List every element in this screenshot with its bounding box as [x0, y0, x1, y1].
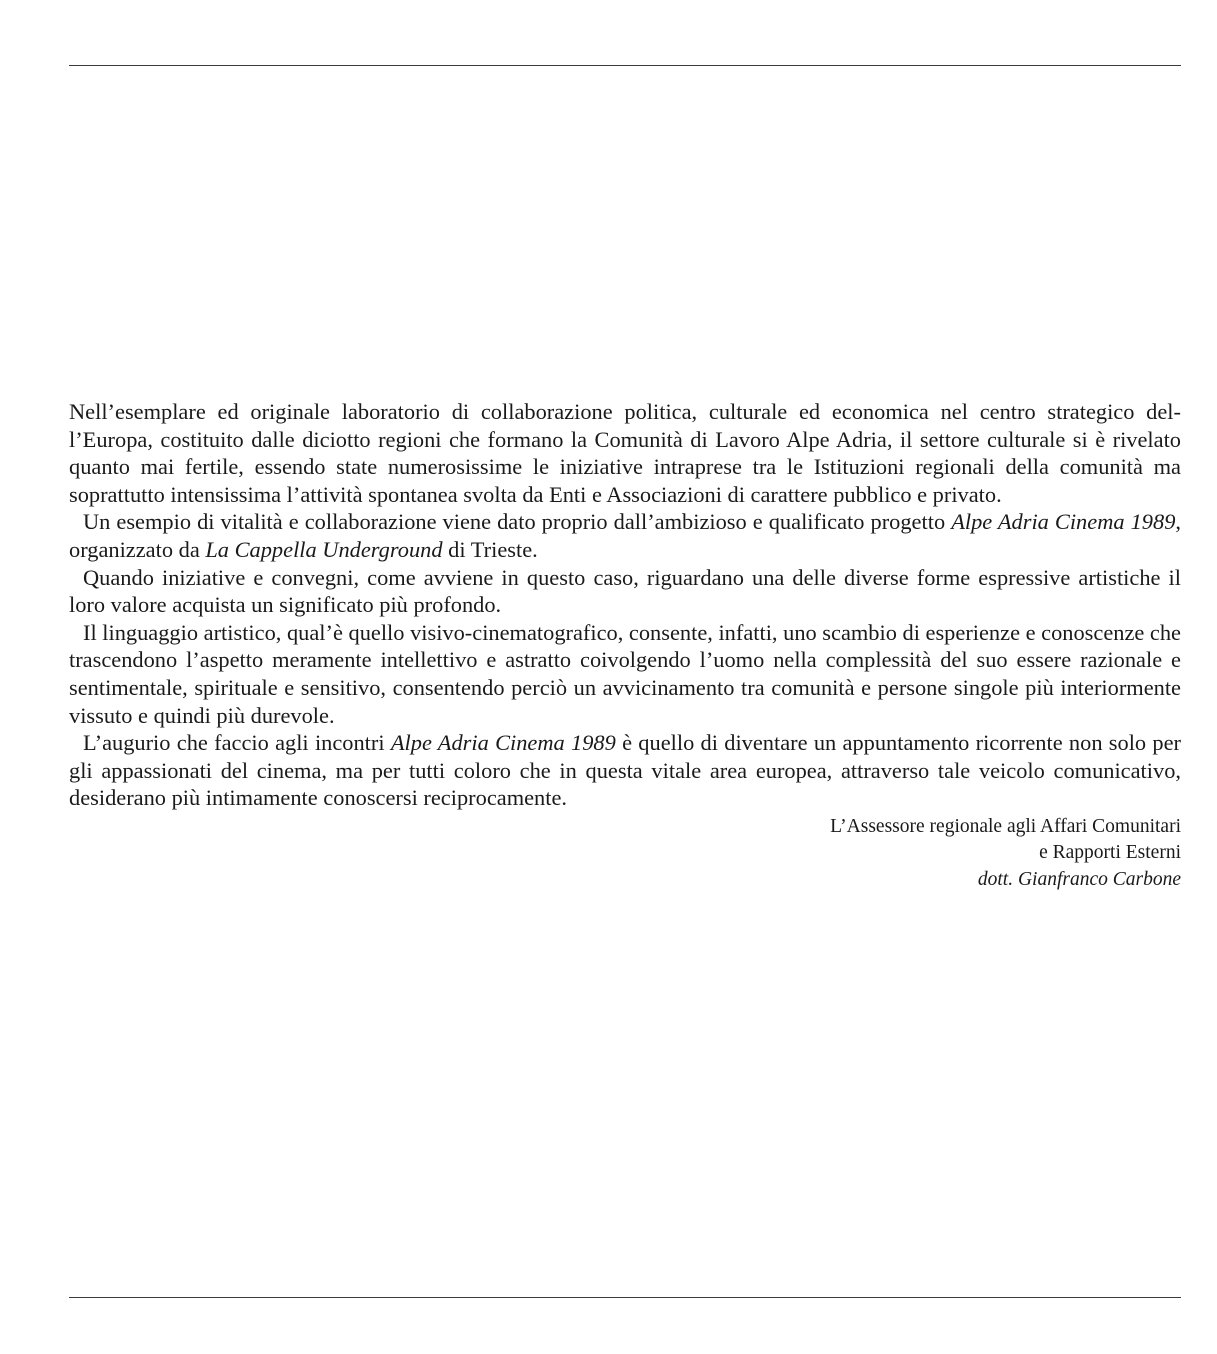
text-segment: di Trieste. [442, 536, 538, 562]
paragraph [69, 564, 1181, 619]
top-divider [69, 65, 1181, 66]
italic-title: La Cappella Underground [205, 536, 443, 562]
letter-body [69, 398, 1181, 893]
text-segment: Il linguaggio artistico, qual’è quello visivo-cinematografico, consente, infatti, uno scambio di esperienze e conoscenze che trascendono l’aspetto meramente intellettivo e astratto coivolgendo l’uomo nella complessità del suo essere razionale e sentimentale, spirituale e sensitivo, consentendo perciò un avvicinamento tra comunità e persone singole più interiormente vissuto e quindi più durevole. [69, 619, 1181, 728]
text-segment: Nell’esemplare ed originale laboratorio di collaborazione politica, culturale ed economica nel centro strategico del-l’Europa, costituito dalle diciotto regioni che formano la Comunità di Lavoro Alpe Adria, il settore culturale si è rivelato quanto mai fertile, essendo state numerosissime le iniziative intraprese tra le Istituzioni regionali della comunità ma soprattutto intensissima l’attività spontanea svolta da Enti e Associazioni di carattere pubblico e privato. [69, 399, 1181, 507]
signature-block [69, 814, 1181, 894]
signature-department: e Rapporti Esterni [1039, 842, 1181, 864]
text-segment: è quello di diventare un appuntamento ricorrente non solo per gli appassionati del cinema, ma per tutti coloro che in questa vitale area europea, attraverso tale veicolo comunicativo, desiderano più intimamente conoscersi reciprocamente. [69, 730, 1181, 811]
signature-name: dott. Gianfranco Carbone [977, 868, 1181, 890]
text-segment: L’augurio che faccio agli incontri [83, 730, 391, 756]
text-segment: Un esempio di vitalità e collaborazione viene dato proprio dall’ambizioso e qualificato progetto [83, 509, 952, 535]
bottom-divider [69, 1297, 1181, 1298]
signature-title: L’Assessore regionale agli Affari Comunitari [830, 815, 1181, 837]
paragraph [69, 508, 1181, 563]
text-segment: , organizzato da [69, 509, 1181, 562]
paragraph [69, 398, 1181, 508]
paragraph [69, 729, 1181, 812]
italic-title: Alpe Adria Cinema 1989 [390, 730, 616, 756]
text-segment: Quando iniziative e convegni, come avviene in questo caso, riguardano una delle diverse forme espressive artistiche il loro valore acquista un significato più profondo. [69, 564, 1181, 618]
paragraph [69, 619, 1181, 729]
italic-title: Alpe Adria Cinema 1989 [951, 509, 1176, 535]
